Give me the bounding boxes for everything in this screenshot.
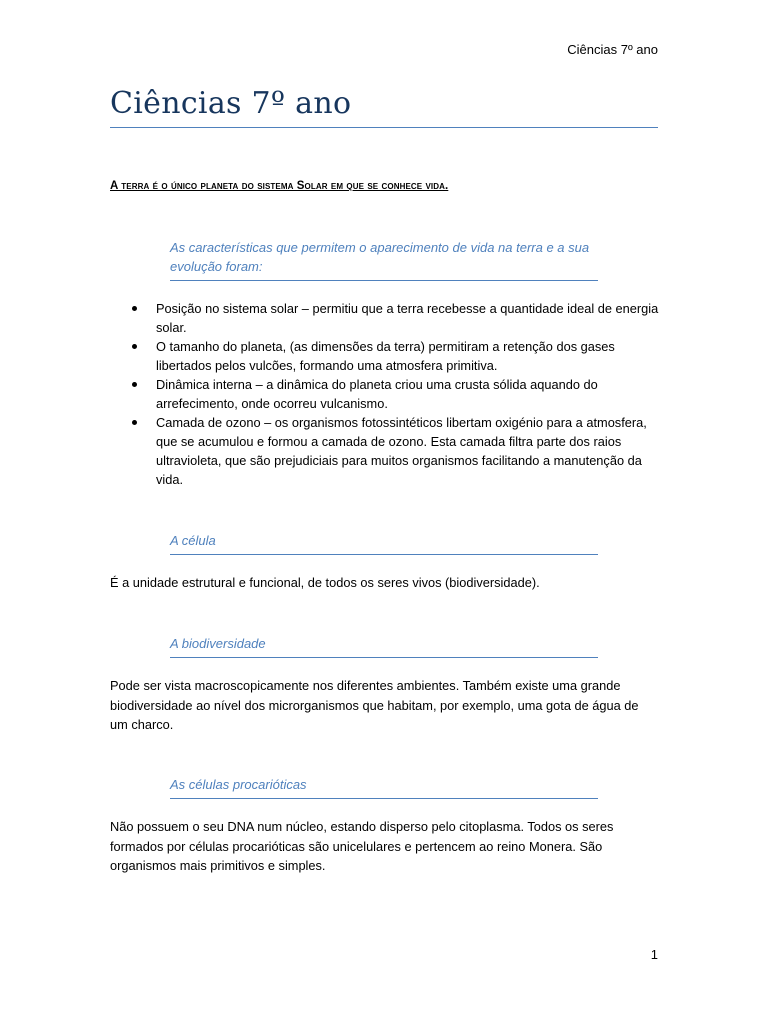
- list-item: [110, 337, 670, 375]
- list-item-text: Dinâmica interna – a dinâmica do planeta criou uma crusta sólida aquando do arrefecimento, onde ocorreu vulcanismo.: [156, 377, 598, 411]
- bullet-icon: [132, 344, 137, 349]
- bullet-icon: [132, 382, 137, 387]
- section-heading-characteristics: As características que permitem o aparecimento de vida na terra e a sua evolução foram:: [170, 240, 590, 274]
- list-item-text: Camada de ozono – os organismos fotossintéticos libertam oxigénio para a atmosfera, que se acumulou e formou a camada de ozono. Esta camada filtra parte dos raios ultravioleta, que são prejudiciais para muitos organismos facilitando a manutenção da vida.: [156, 415, 647, 487]
- list-item-text: Posição no sistema solar – permitiu que a terra recebesse a quantidade ideal de energia solar.: [156, 301, 659, 335]
- paragraph-biodiversity: Pode ser vista macroscopicamente nos diferentes ambientes. Também existe uma grande biodiversidade ao nível dos microrganismos que habitam, por exemplo, uma gota de água de um charco.: [110, 678, 639, 732]
- heading-underline: [170, 554, 598, 555]
- section-heading-prokaryotic: As células procarióticas: [170, 777, 307, 792]
- running-header: Ciências 7º ano: [567, 42, 658, 57]
- list-item: [110, 375, 670, 413]
- list-item: [110, 413, 670, 489]
- bullet-icon: [132, 420, 137, 425]
- title-underline: [110, 127, 658, 128]
- page-number: 1: [650, 947, 658, 962]
- paragraph-cell: É a unidade estrutural e funcional, de todos os seres vivos (biodiversidade).: [110, 575, 540, 590]
- section-heading-biodiversity: A biodiversidade: [170, 636, 266, 651]
- bullet-icon: [132, 306, 137, 311]
- document-title: Ciências 7º ano: [110, 86, 352, 121]
- heading-underline: [170, 657, 598, 658]
- characteristics-list: [110, 299, 670, 489]
- paragraph-prokaryotic: Não possuem o seu DNA num núcleo, estando disperso pelo citoplasma. Todos os seres formados por células procarióticas são unicelulares e pertencem ao reino Monera. São organismos mais primitivos e simples.: [110, 819, 614, 873]
- list-item-text: O tamanho do planeta, (as dimensões da terra) permitiram a retenção dos gases libertados pelos vulcões, formando uma atmosfera primitiva.: [156, 339, 615, 373]
- section-heading-cell: A célula: [170, 533, 216, 548]
- heading-underline: [170, 798, 598, 799]
- document-subtitle: A terra é o único planeta do sistema Solar em que se conhece vida.: [110, 180, 449, 192]
- heading-underline: [170, 280, 598, 281]
- list-item: [110, 299, 670, 337]
